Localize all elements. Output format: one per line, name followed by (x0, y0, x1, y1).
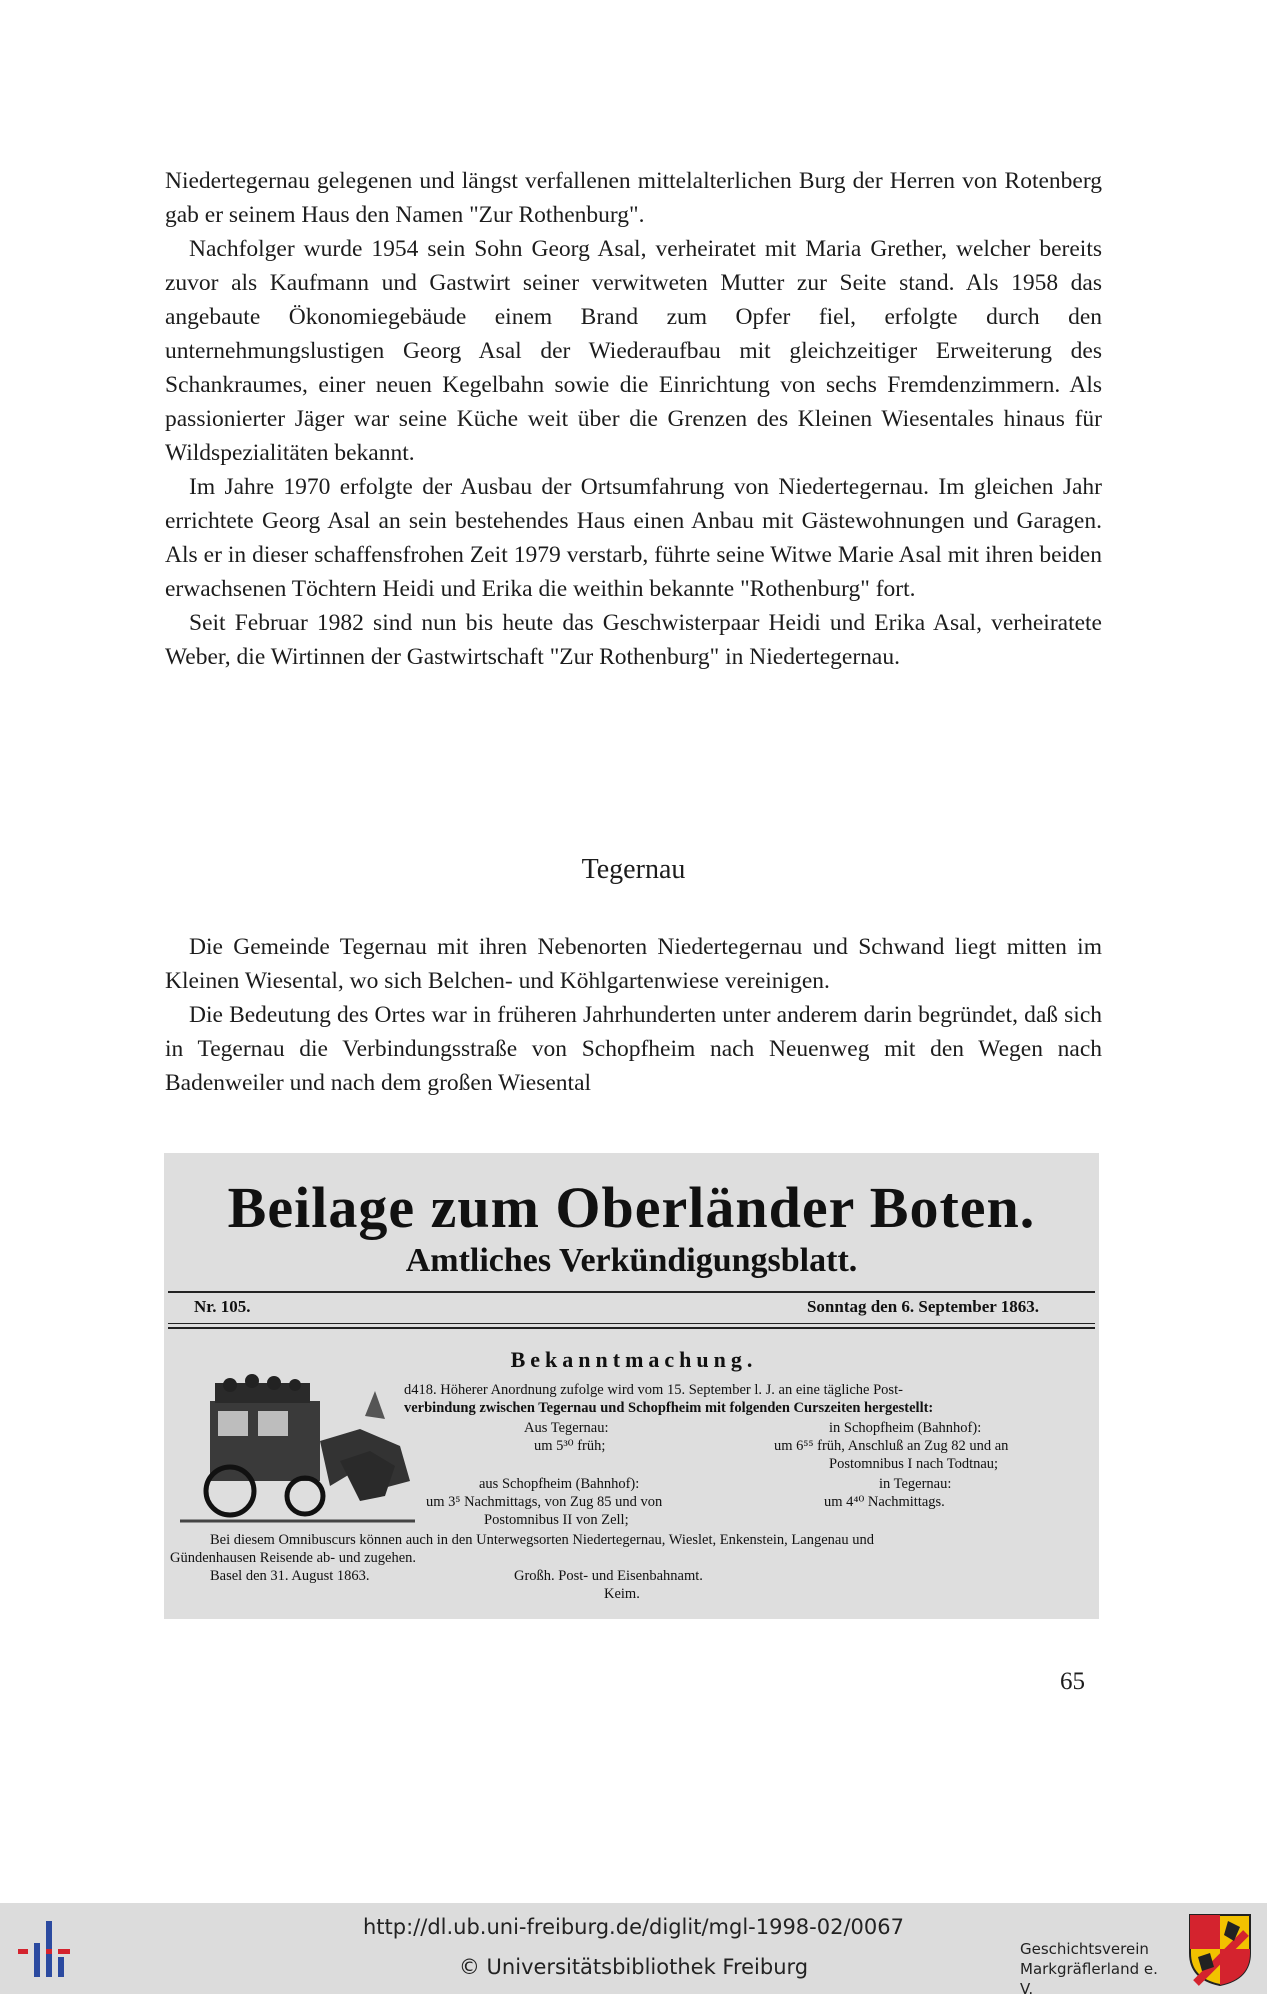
notice-line: Gündenhausen Reisende ab- und zugehen. (170, 1550, 417, 1566)
paragraph: Niedertegernau gelegenen und längst verfallenen mittelalterlichen Burg der Herren von Rotenberg gab er seinem Haus den Namen "Zur Rothenburg". (165, 168, 1102, 228)
society-name-line: Markgräflerland e. V. (1020, 1960, 1158, 1998)
paragraph: Nachfolger wurde 1954 sein Sohn Georg Asal, verheiratet mit Maria Grether, welcher bereits zuvor als Kaufmann und Gastwirt seiner verwitweten Mutter zur Seite stand. Als 1958 das angebaute Ökonomiegebäude einem Brand zum Opfer fiel, erfolgte durch den unternehmungslustigen Georg Asal der Wiederaufbau mit gleichzeitiger Erweiterung des Schankraumes, einer neuen Kegelbahn sowie die Einrichtung von sechs Fremdenzimmern. Als passionierter Jäger war seine Küche weit über die Grenzen des Kleinen Wiesentales hinaus für Wildspezialitäten bekannt. (165, 236, 1102, 466)
clipping-masthead: Beilage zum Oberländer Boten. (227, 1175, 1036, 1240)
notice-line: verbindung zwischen Tegernau und Schopfheim mit folgenden Curszeiten hergestellt: (404, 1400, 934, 1416)
society-name (1020, 1939, 1170, 1999)
clipping-rule (168, 1327, 1095, 1329)
footer-url-link[interactable]: http://dl.ub.uni-freiburg.de/diglit/mgl-1998-02/0067 (362, 1915, 904, 1939)
notice-line: Bei diesem Omnibuscurs können auch in den Unterwegsorten Niedertegernau, Wieslet, Enkenstein, Langenau und (210, 1532, 874, 1548)
footer-bar (0, 1903, 1267, 1998)
notice-line: Postomnibus II von Zell; (484, 1512, 629, 1528)
notice-line: Basel den 31. August 1863. (210, 1568, 370, 1584)
paragraph: Seit Februar 1982 sind nun bis heute das Geschwisterpaar Heidi und Erika Asal, verheiratete Weber, die Wirtinnen der Gastwirtschaft "Zur Rothenburg" in Niedertegernau. (165, 610, 1102, 670)
issue-date: Sonntag den 6. September 1863. (806, 1297, 1039, 1316)
notice-line: Keim. (604, 1586, 640, 1602)
clipping-rule (168, 1323, 1095, 1324)
clipping-rule (168, 1291, 1095, 1293)
notice-line: Großh. Post- und Eisenbahnamt. (514, 1568, 703, 1584)
footer-copyright: © Universitätsbibliothek Freiburg (458, 1955, 809, 1979)
body-text-top (165, 164, 1102, 674)
notice-line: Postomnibus I nach Todtnau; (829, 1456, 999, 1472)
society-name-line: Geschichtsverein (1020, 1940, 1149, 1958)
paragraph: Die Gemeinde Tegernau mit ihren Nebenorten Niedertegernau und Schwand liegt mitten im Kleinen Wiesental, wo sich Belchen- und Köhlgartenwiese vereinigen. (165, 934, 1102, 994)
notice-line: Aus Tegernau: (524, 1420, 609, 1436)
coat-of-arms-icon (1188, 1913, 1252, 1987)
notice-line: um 6⁵⁵ früh, Anschluß an Zug 82 und an (774, 1438, 1009, 1454)
stagecoach-illustration-icon (170, 1371, 420, 1531)
paragraph: Im Jahre 1970 erfolgte der Ausbau der Ortsumfahrung von Niedertegernau. Im gleichen Jahr errichtete Georg Asal an sein bestehendes Haus einen Anbau mit Gästewohnungen und Garagen. Als er in dieser schaffensfrohen Zeit 1979 verstarb, führte seine Witwe Marie Asal mit ihren beiden erwachsenen Töchtern Heidi und Erika die weithin bekannte "Rothenburg" fort. (165, 474, 1102, 602)
page-number: 65 (1060, 1668, 1085, 1695)
newspaper-clipping (164, 1153, 1099, 1619)
clipping-issue-row (194, 1297, 1039, 1321)
notice-line: d418. Höherer Anordnung zufolge wird vom 15. September l. J. an eine tägliche Post- (404, 1382, 903, 1398)
notice-line: in Schopfheim (Bahnhof): (829, 1420, 982, 1436)
paragraph: Die Bedeutung des Ortes war in früheren Jahrhunderten unter anderem darin begründet, daß sich in Tegernau die Verbindungsstraße von Schopfheim nach Neuenweg mit den Wegen nach Badenweiler und nach dem großen Wiesental (165, 1002, 1102, 1096)
notice-line: um 4⁴⁰ Nachmittags. (824, 1494, 945, 1510)
section-heading: Tegernau (581, 854, 686, 885)
notice-line: um 5³⁰ früh; (534, 1438, 606, 1454)
issue-number: Nr. 105. (194, 1297, 251, 1316)
notice-line: aus Schopfheim (Bahnhof): (479, 1476, 640, 1492)
body-text-section (165, 930, 1102, 1100)
notice-title: Bekanntmachung. (510, 1347, 758, 1372)
notice-line: um 3⁵ Nachmittags, von Zug 85 und von (426, 1494, 663, 1510)
notice-line: in Tegernau: (879, 1476, 952, 1492)
clipping-subtitle: Amtliches Verkündigungsblatt. (405, 1242, 858, 1279)
